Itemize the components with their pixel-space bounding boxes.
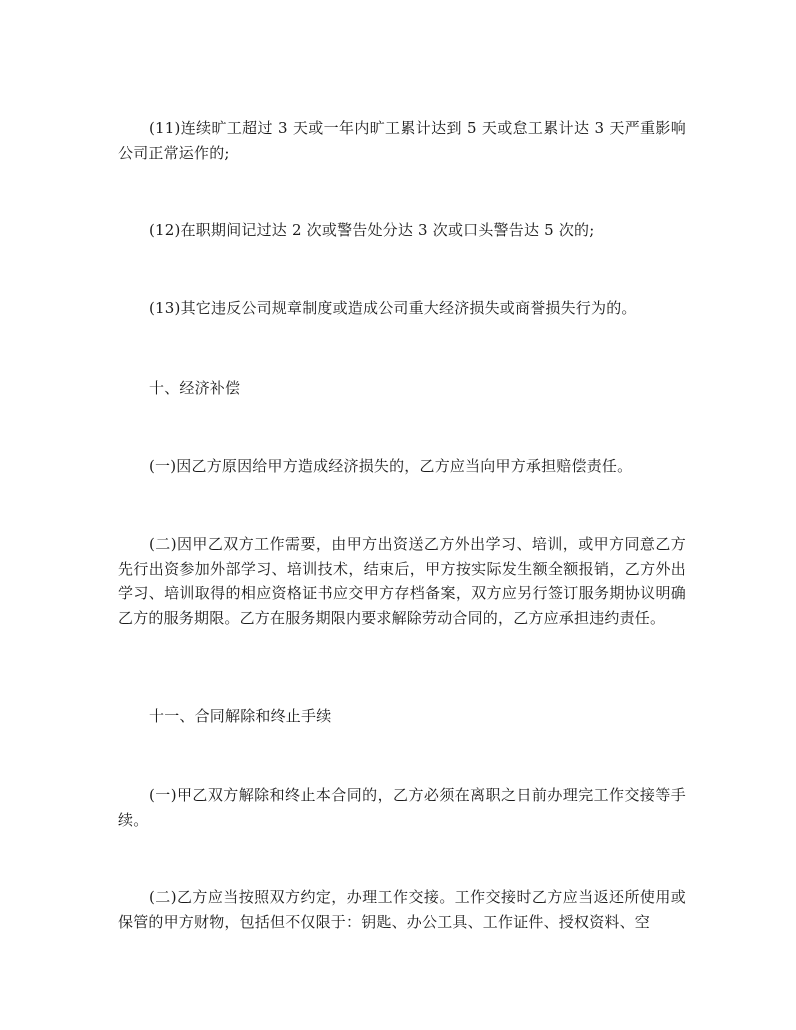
termination-item-2: (二)乙方应当按照双方约定，办理工作交接。工作交接时乙方应当返还所使用或保管的甲方财物，包括但不仅限于：钥匙、办公工具、工作证件、授权资料、空: [118, 888, 686, 931]
compensation-item-2: (二)因甲乙双方工作需要，由甲方出资送乙方外出学习、培训，或甲方同意乙方先行出资参加外部学习、培训技术，结束后，甲方按实际发生额全额报销，乙方外出学习、培训取得的相应资格证书应交甲方存档备案，双方应另行签订服务期协议明确乙方的服务期限。乙方在服务期限内要求解除劳动合同的，乙方应承担违约责任。: [118, 535, 686, 627]
termination-item-1: (一)甲乙双方解除和终止本合同的，乙方必须在离职之日前办理完工作交接等手续。: [118, 786, 686, 829]
compensation-item-1: (一)因乙方原因给甲方造成经济损失的，乙方应当向甲方承担赔偿责任。: [149, 457, 633, 475]
section-heading-economic-compensation: 十、经济补偿: [149, 379, 241, 397]
clause-13: (13)其它违反公司规章制度或造成公司重大经济损失或商誉损失行为的。: [149, 299, 637, 317]
section-heading-contract-termination: 十一、合同解除和终止手续: [149, 707, 332, 725]
clause-12: (12)在职期间记过达 2 次或警告处分达 3 次或口头警告达 5 次的;: [149, 221, 595, 239]
clause-11: (11)连续旷工超过 3 天或一年内旷工累计达到 5 天或怠工累计达 3 天严重影响公司正常运作的;: [118, 119, 686, 162]
